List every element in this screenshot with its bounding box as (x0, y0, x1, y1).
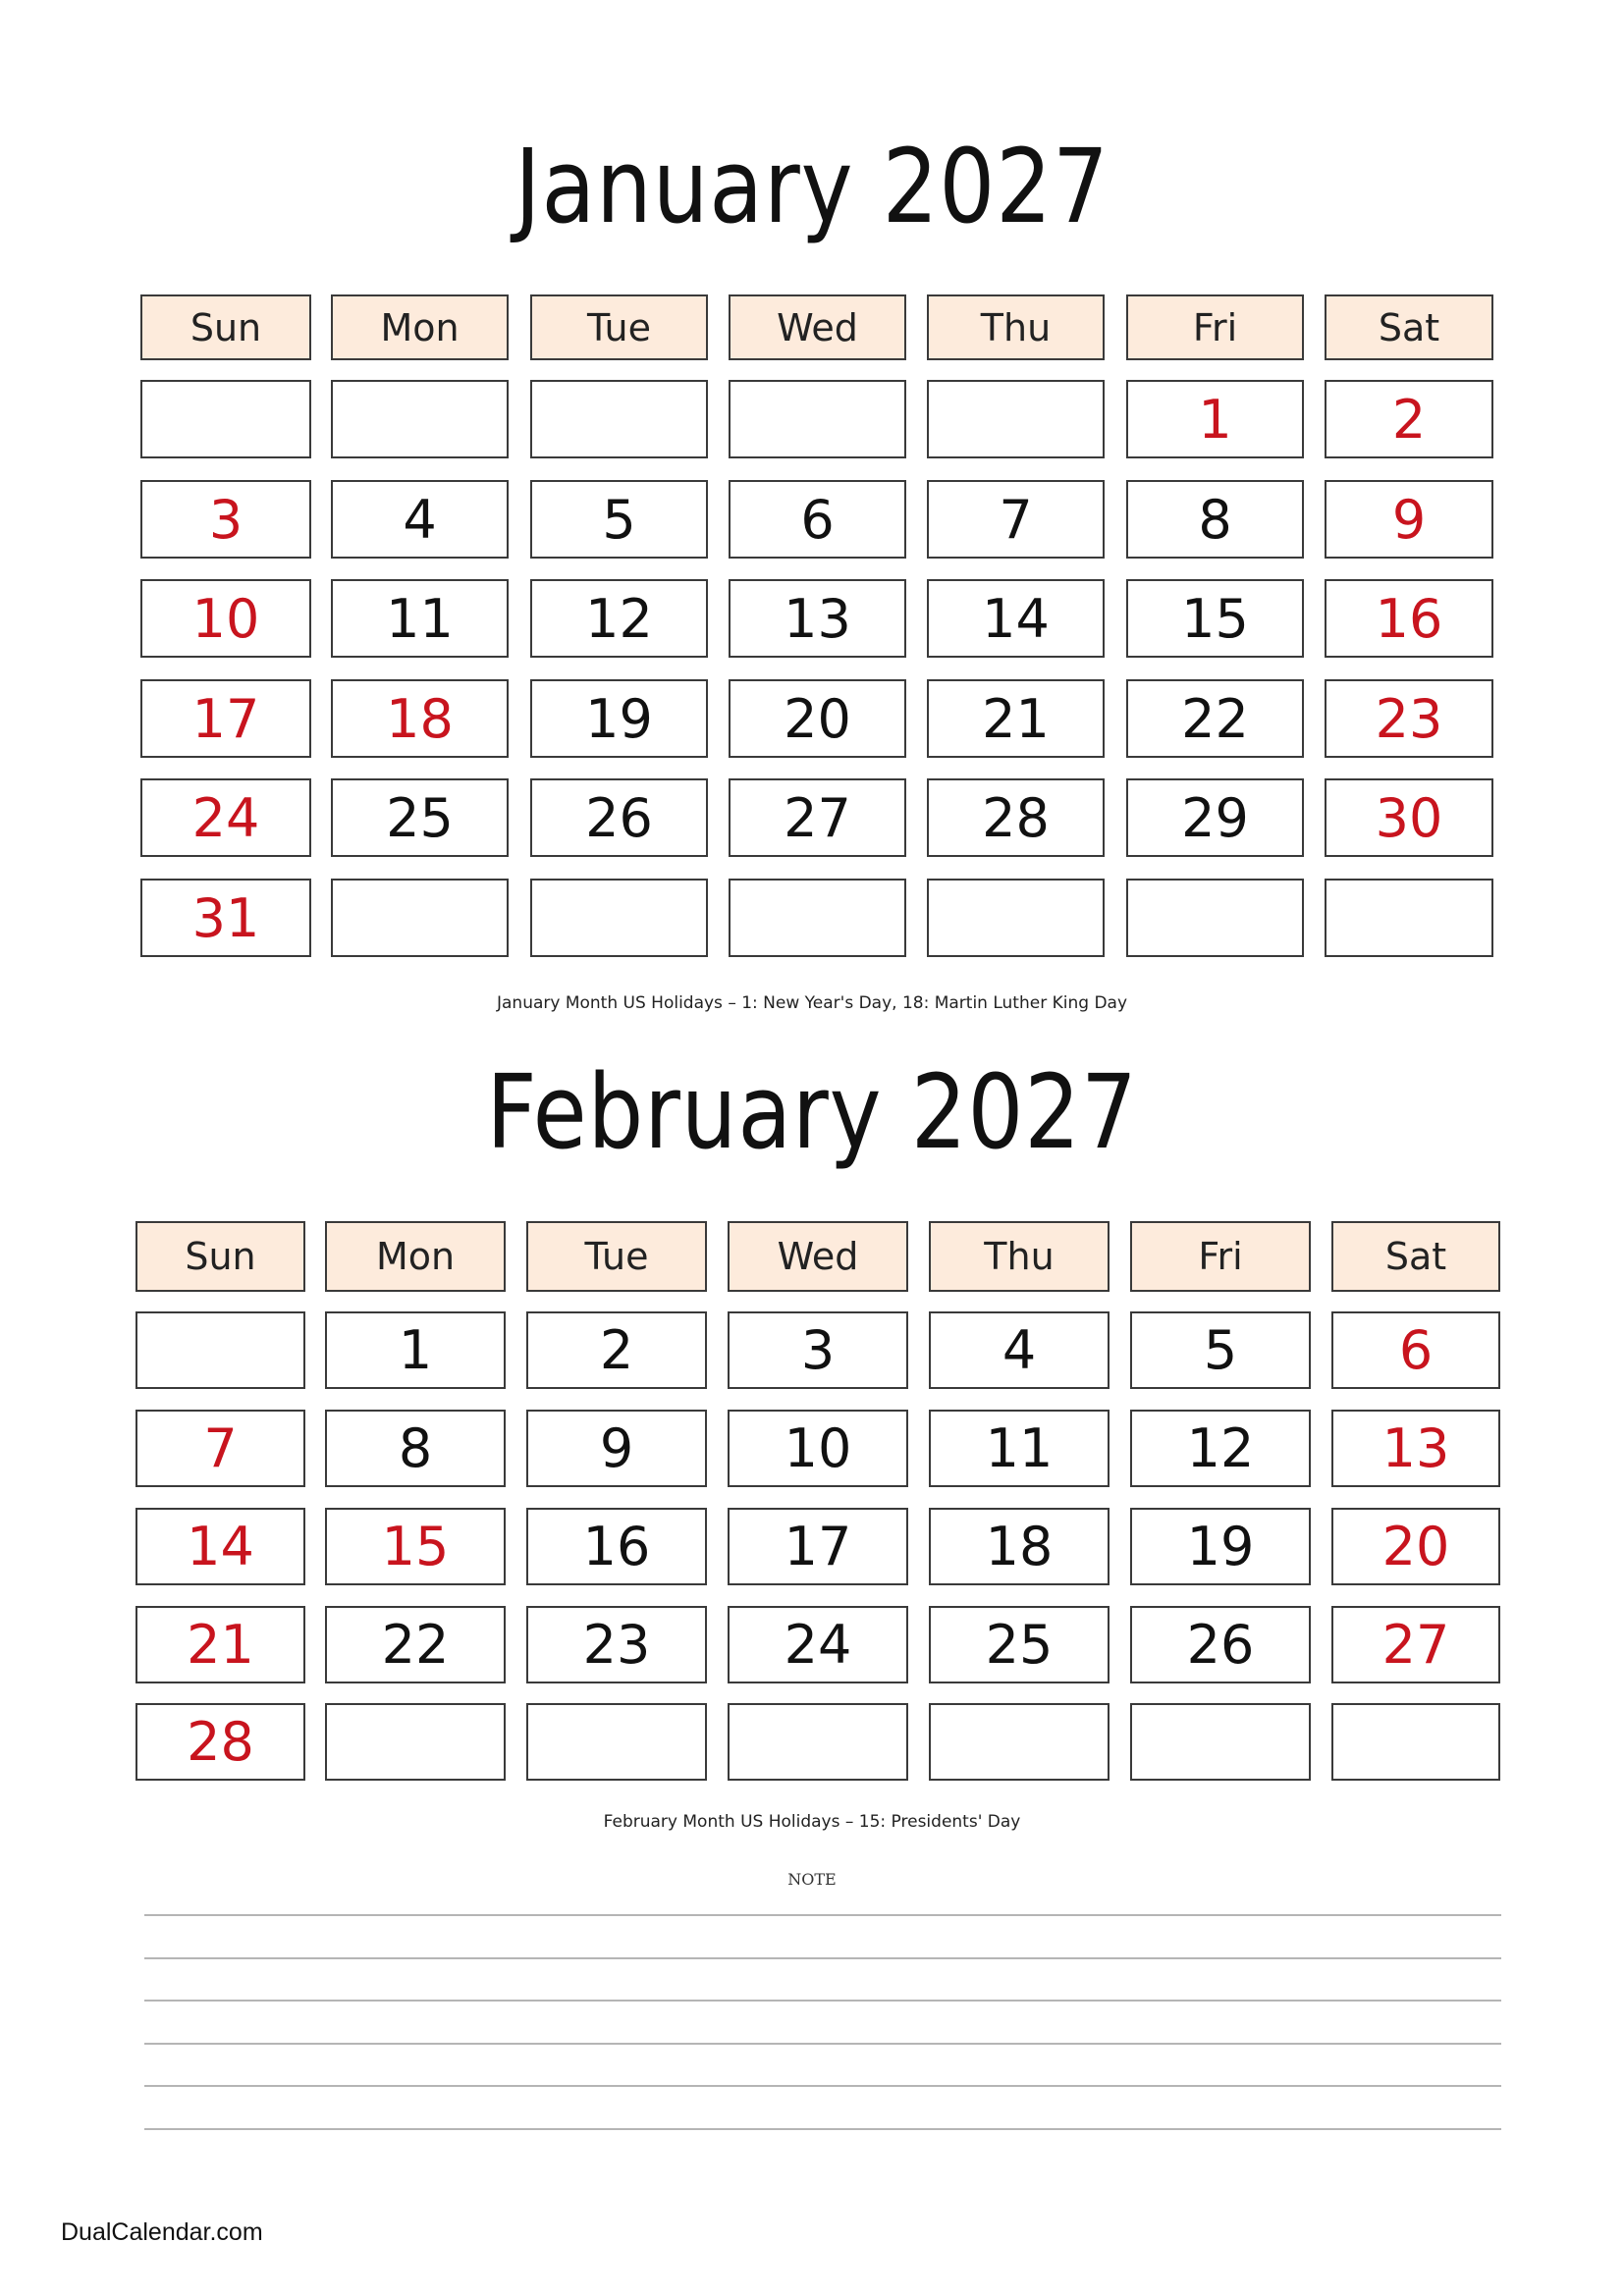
february-day-cell-23: 23 (526, 1606, 707, 1683)
february-day-cell-13: 13 (1331, 1410, 1500, 1487)
january-empty-cell (927, 879, 1105, 957)
note-line (144, 2000, 1501, 2002)
january-day-cell-4: 4 (331, 480, 509, 559)
january-day-cell-28: 28 (927, 778, 1105, 857)
february-day-cell-1: 1 (325, 1311, 506, 1389)
january-day-cell-15: 15 (1126, 579, 1304, 658)
february-weekday-header-sun: Sun (135, 1221, 305, 1292)
february-day-cell-15: 15 (325, 1508, 506, 1585)
february-weekday-header-sat: Sat (1331, 1221, 1500, 1292)
february-weekday-header-fri: Fri (1130, 1221, 1311, 1292)
february-day-cell-18: 18 (929, 1508, 1110, 1585)
january-empty-cell (530, 380, 708, 458)
february-holidays-note: February Month US Holidays – 15: Presidents' Day (603, 1812, 1021, 1832)
january-empty-cell (331, 380, 509, 458)
february-weekday-header-wed: Wed (728, 1221, 908, 1292)
january-day-cell-20: 20 (729, 679, 906, 758)
january-day-cell-25: 25 (331, 778, 509, 857)
february-day-cell-7: 7 (135, 1410, 305, 1487)
january-day-cell-23: 23 (1325, 679, 1493, 758)
february-day-cell-26: 26 (1130, 1606, 1311, 1683)
january-day-cell-26: 26 (530, 778, 708, 857)
february-day-cell-14: 14 (135, 1508, 305, 1585)
january-empty-cell (927, 380, 1105, 458)
footer-brand: DualCalendar.com (61, 2218, 263, 2246)
february-day-cell-8: 8 (325, 1410, 506, 1487)
february-weekday-header-tue: Tue (526, 1221, 707, 1292)
january-empty-cell (729, 879, 906, 957)
february-day-cell-16: 16 (526, 1508, 707, 1585)
february-day-cell-2: 2 (526, 1311, 707, 1389)
february-empty-cell (135, 1311, 305, 1389)
february-day-cell-5: 5 (1130, 1311, 1311, 1389)
february-day-cell-17: 17 (728, 1508, 908, 1585)
january-day-cell-18: 18 (331, 679, 509, 758)
note-line (144, 1914, 1501, 1916)
january-weekday-header-sun: Sun (140, 294, 311, 360)
note-line (144, 2085, 1501, 2087)
january-day-cell-24: 24 (140, 778, 311, 857)
january-empty-cell (1126, 879, 1304, 957)
january-day-cell-7: 7 (927, 480, 1105, 559)
january-day-cell-11: 11 (331, 579, 509, 658)
january-day-cell-8: 8 (1126, 480, 1304, 559)
february-day-cell-25: 25 (929, 1606, 1110, 1683)
february-weekday-header-thu: Thu (929, 1221, 1110, 1292)
february-title: February 2027 (486, 1052, 1138, 1172)
february-day-cell-6: 6 (1331, 1311, 1500, 1389)
january-day-cell-6: 6 (729, 480, 906, 559)
january-empty-cell (140, 380, 311, 458)
january-day-cell-5: 5 (530, 480, 708, 559)
february-day-cell-20: 20 (1331, 1508, 1500, 1585)
january-weekday-header-thu: Thu (927, 294, 1105, 360)
january-empty-cell (530, 879, 708, 957)
january-day-cell-16: 16 (1325, 579, 1493, 658)
january-day-cell-13: 13 (729, 579, 906, 658)
note-line (144, 2128, 1501, 2130)
january-weekday-header-mon: Mon (331, 294, 509, 360)
january-day-cell-21: 21 (927, 679, 1105, 758)
note-label: NOTE (787, 1870, 837, 1889)
january-empty-cell (1325, 879, 1493, 957)
february-day-cell-21: 21 (135, 1606, 305, 1683)
february-day-cell-12: 12 (1130, 1410, 1311, 1487)
february-empty-cell (526, 1703, 707, 1781)
january-title: January 2027 (514, 127, 1110, 246)
january-weekday-header-sat: Sat (1325, 294, 1493, 360)
february-day-cell-3: 3 (728, 1311, 908, 1389)
january-day-cell-27: 27 (729, 778, 906, 857)
february-empty-cell (325, 1703, 506, 1781)
february-day-cell-11: 11 (929, 1410, 1110, 1487)
january-weekday-header-wed: Wed (729, 294, 906, 360)
january-day-cell-30: 30 (1325, 778, 1493, 857)
january-day-cell-12: 12 (530, 579, 708, 658)
january-weekday-header-tue: Tue (530, 294, 708, 360)
january-day-cell-14: 14 (927, 579, 1105, 658)
note-line (144, 2043, 1501, 2045)
january-day-cell-1: 1 (1126, 380, 1304, 458)
january-holidays-note: January Month US Holidays – 1: New Year's Day, 18: Martin Luther King Day (496, 993, 1128, 1013)
february-day-cell-10: 10 (728, 1410, 908, 1487)
february-day-cell-4: 4 (929, 1311, 1110, 1389)
february-day-cell-19: 19 (1130, 1508, 1311, 1585)
february-day-cell-28: 28 (135, 1703, 305, 1781)
january-day-cell-22: 22 (1126, 679, 1304, 758)
january-weekday-header-fri: Fri (1126, 294, 1304, 360)
note-line (144, 1957, 1501, 1959)
january-day-cell-2: 2 (1325, 380, 1493, 458)
january-empty-cell (331, 879, 509, 957)
january-day-cell-10: 10 (140, 579, 311, 658)
february-empty-cell (728, 1703, 908, 1781)
february-day-cell-9: 9 (526, 1410, 707, 1487)
january-day-cell-19: 19 (530, 679, 708, 758)
february-day-cell-24: 24 (728, 1606, 908, 1683)
february-empty-cell (929, 1703, 1110, 1781)
february-day-cell-22: 22 (325, 1606, 506, 1683)
january-day-cell-17: 17 (140, 679, 311, 758)
february-empty-cell (1130, 1703, 1311, 1781)
january-day-cell-9: 9 (1325, 480, 1493, 559)
january-day-cell-31: 31 (140, 879, 311, 957)
january-day-cell-3: 3 (140, 480, 311, 559)
february-empty-cell (1331, 1703, 1500, 1781)
january-empty-cell (729, 380, 906, 458)
january-day-cell-29: 29 (1126, 778, 1304, 857)
february-weekday-header-mon: Mon (325, 1221, 506, 1292)
february-day-cell-27: 27 (1331, 1606, 1500, 1683)
